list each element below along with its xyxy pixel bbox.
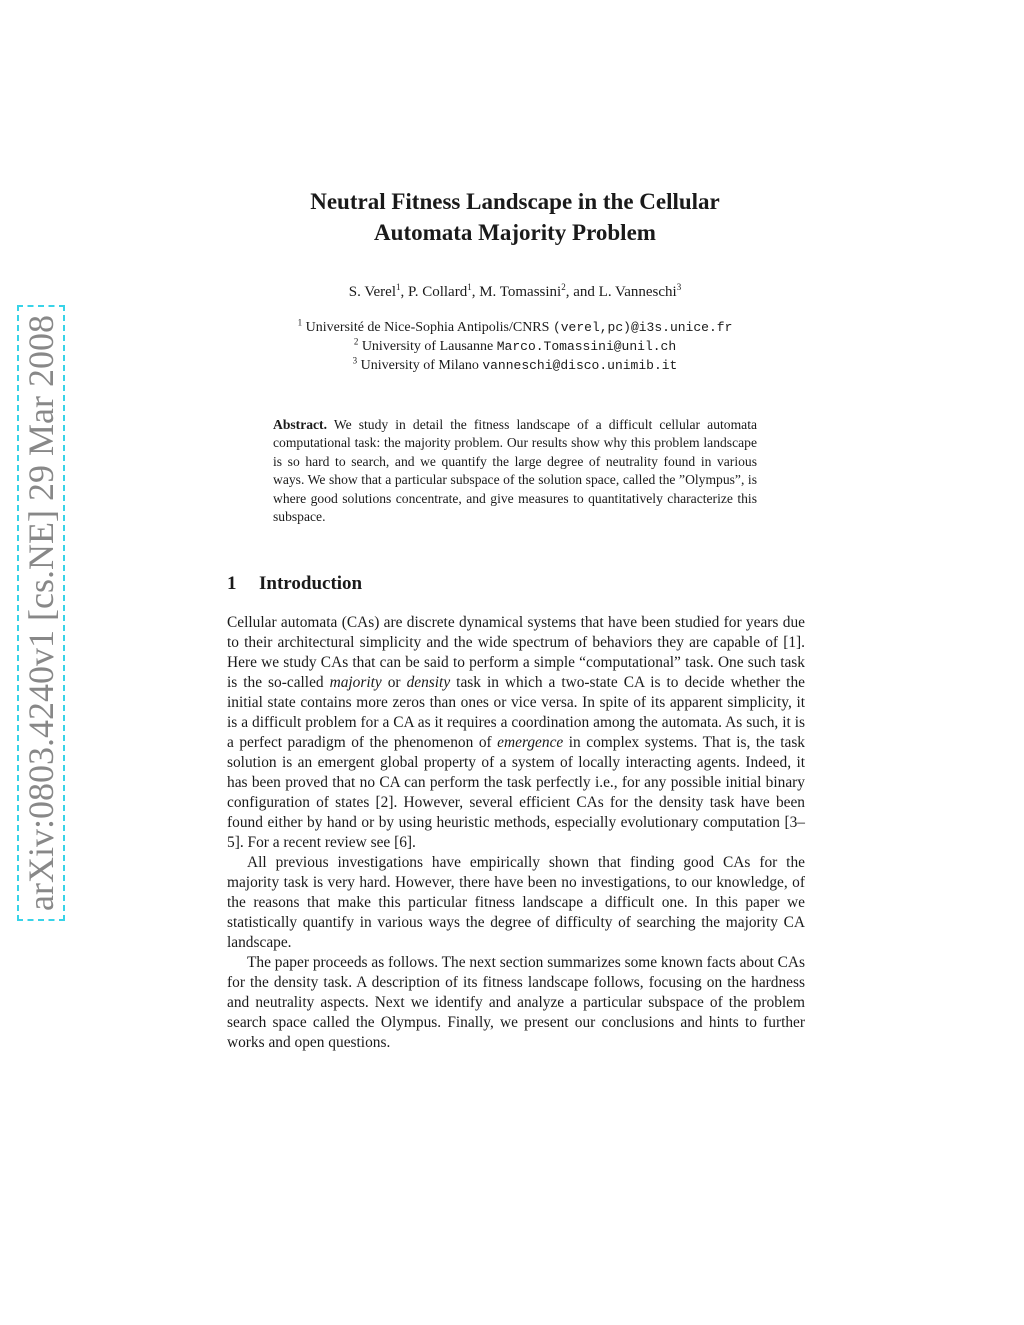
- affiliation-email: Marco.Tomassini@unil.ch: [496, 339, 677, 354]
- author-affil-sup: 1: [396, 282, 401, 292]
- emphasis: majority: [329, 674, 382, 691]
- section-number: 1: [227, 573, 237, 594]
- section-title: Introduction: [259, 573, 363, 594]
- paragraph: The paper proceeds as follows. The next section summarizes some known facts about CAs for the density task. A description of its fitness landscape follows, focusing on the hardness and neutrality aspects. Next we identify and analyze a particular subspace of the problem search space called the Olympus. Finally, we present our conclusions and hints to further works and open questions.: [227, 954, 805, 1051]
- emphasis: density: [406, 674, 451, 691]
- affiliation-sup: 3: [352, 355, 358, 366]
- text-run: Cellular automata (CAs) are discrete dynamical systems that have been studied for years due to their architectural simplicity and the wide spectrum of behaviors they are capable of [1]. Here we study CAs that can be said to perform a simple “computational” task. One such task is the so-called: [227, 614, 805, 691]
- text-run: task in which a two-state CA is to decide whether the initial state contains more zeros than ones or vice versa. In spite of its apparent simplicity, it is a difficult problem for a CA as it requires a coordination among the automata. As such, it is a perfect paradigm of the phenomenon of: [227, 674, 805, 751]
- affiliation-sup: 1: [297, 317, 303, 328]
- author-name: L. Vanneschi: [598, 284, 677, 300]
- affiliation-name: University of Milano: [360, 358, 479, 373]
- author-list: S. Verel$^1$, P. Collard$^1$, M. Tomassini$^2$, and L. Vanneschi$^3$: [348, 282, 682, 300]
- affiliation-email: (verel,pc)@i3s.unice.fr: [552, 320, 733, 335]
- author-conjunction: and: [573, 284, 595, 300]
- affiliation-name: University of Lausanne: [361, 339, 494, 354]
- author-name: P. Collard: [408, 284, 468, 300]
- emphasis: emergence: [497, 734, 564, 751]
- section-heading: [227, 573, 362, 595]
- author-name: M. Tomassini: [479, 284, 562, 300]
- abstract-text: We study in detail the fitness landscape of a difficult cellular automata computational task: the majority problem. Our results show why this problem landscape is so hard to search, and we quantify the large degree of neutrality found in various ways. We show that a particular subspace of the solution space, called the ”Olympus”, is where good solutions concentrate, and give measures to quantitatively characterize this subspace.: [273, 417, 757, 525]
- paragraph: [227, 613, 805, 853]
- abstract: [273, 416, 757, 526]
- affiliation-email: vanneschi@disco.unimib.it: [482, 358, 678, 373]
- affiliations: [200, 318, 830, 375]
- paragraph: All previous investigations have empirically shown that finding good CAs for the majority task is very hard. However, there have been no investigations, to our knowledge, of the reasons that make this particular fitness landscape a difficult one. In this paper we statistically quantify in various ways the degree of difficulty of searching the majority CA landscape.: [227, 854, 805, 951]
- author-name: S. Verel: [348, 284, 397, 300]
- arxiv-stamp: arXiv:0803.4240v1 [cs.NE] 29 Mar 2008: [17, 305, 65, 921]
- affiliation-line: [200, 356, 830, 375]
- body-text: [227, 613, 805, 1053]
- text-run: in complex systems. That is, the task solution is an emergent global property of a system of locally interacting agents. Indeed, it has been proved that no CA can perform the task perfectly i.e., for any possible initial binary configuration of states [2]. However, several efficient CAs for the density task have been found either by hand or by using heuristic methods, especially evolutionary computation [3–5]. For a recent review see [6].: [227, 734, 806, 851]
- title-line-1: Neutral Fitness Landscape in the Cellular: [310, 189, 720, 214]
- paper-title: [200, 186, 830, 248]
- affiliation-line: [200, 318, 830, 337]
- affiliation-sup: 2: [353, 336, 359, 347]
- author-affil-sup: 2: [561, 282, 566, 292]
- abstract-label: Abstract.: [273, 417, 327, 432]
- text-run: or: [381, 674, 407, 691]
- author-affil-sup: 1: [467, 282, 472, 292]
- affiliation-line: [200, 337, 830, 356]
- arxiv-stamp-container: [18, 314, 64, 911]
- affiliation-name: Université de Nice-Sophia Antipolis/CNRS: [305, 320, 550, 335]
- title-line-2: Automata Majority Problem: [374, 220, 656, 245]
- author-affil-sup: 3: [676, 282, 682, 292]
